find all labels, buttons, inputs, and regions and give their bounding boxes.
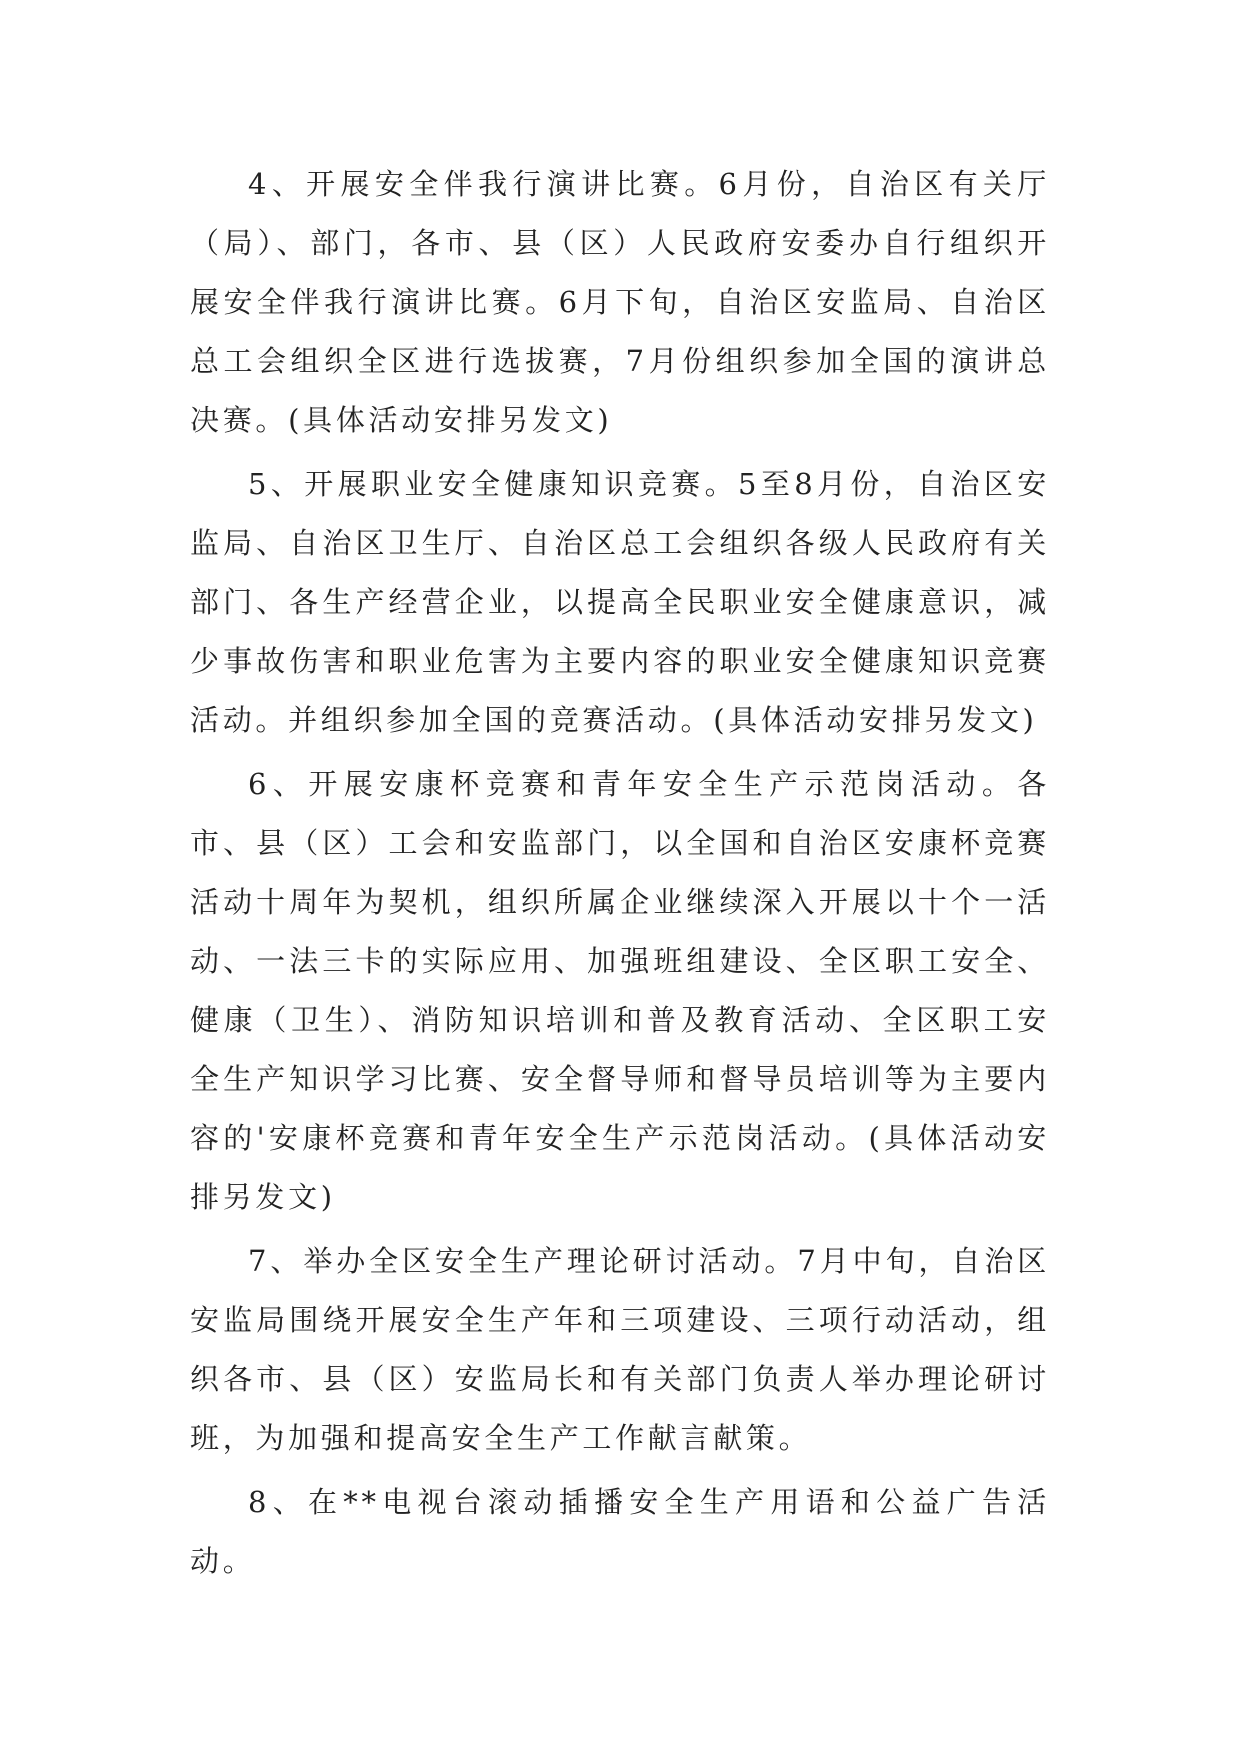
document-body bbox=[190, 155, 1050, 1596]
paragraph-item-6: 6、开展安康杯竞赛和青年安全生产示范岗活动。各市、县（区）工会和安监部门，以全国和自治区安康杯竞赛活动十周年为契机，组织所属企业继续深入开展以十个一活动、一法三卡的实际应用、加强班组建设、全区职工安全、健康（卫生）、消防知识培训和普及教育活动、全区职工安全生产知识学习比赛、安全督导师和督导员培训等为主要内容的'安康杯竞赛和青年安全生产示范岗活动。(具体活动安排另发文) bbox=[190, 767, 1050, 1214]
paragraph-item-8: 8、在**电视台滚动插播安全生产用语和公益广告活动。 bbox=[190, 1485, 1050, 1578]
paragraph-item-7: 7、举办全区安全生产理论研讨活动。7月中旬，自治区安监局围绕开展安全生产年和三项建设、三项行动活动，组织各市、县（区）安监局长和有关部门负责人举办理论研讨班，为加强和提高安全生产工作献言献策。 bbox=[190, 1244, 1050, 1455]
paragraph-item-5: 5、开展职业安全健康知识竞赛。5至8月份，自治区安监局、自治区卫生厅、自治区总工会组织各级人民政府有关部门、各生产经营企业，以提高全民职业安全健康意识，减少事故伤害和职业危害为主要内容的职业安全健康知识竞赛活动。并组织参加全国的竞赛活动。(具体活动安排另发文) bbox=[190, 467, 1050, 737]
paragraph-item-4: 4、开展安全伴我行演讲比赛。6月份，自治区有关厅（局）、部门，各市、县（区）人民政府安委办自行组织开展安全伴我行演讲比赛。6月下旬，自治区安监局、自治区总工会组织全区进行选拔赛，7月份组织参加全国的演讲总决赛。(具体活动安排另发文) bbox=[190, 167, 1050, 437]
